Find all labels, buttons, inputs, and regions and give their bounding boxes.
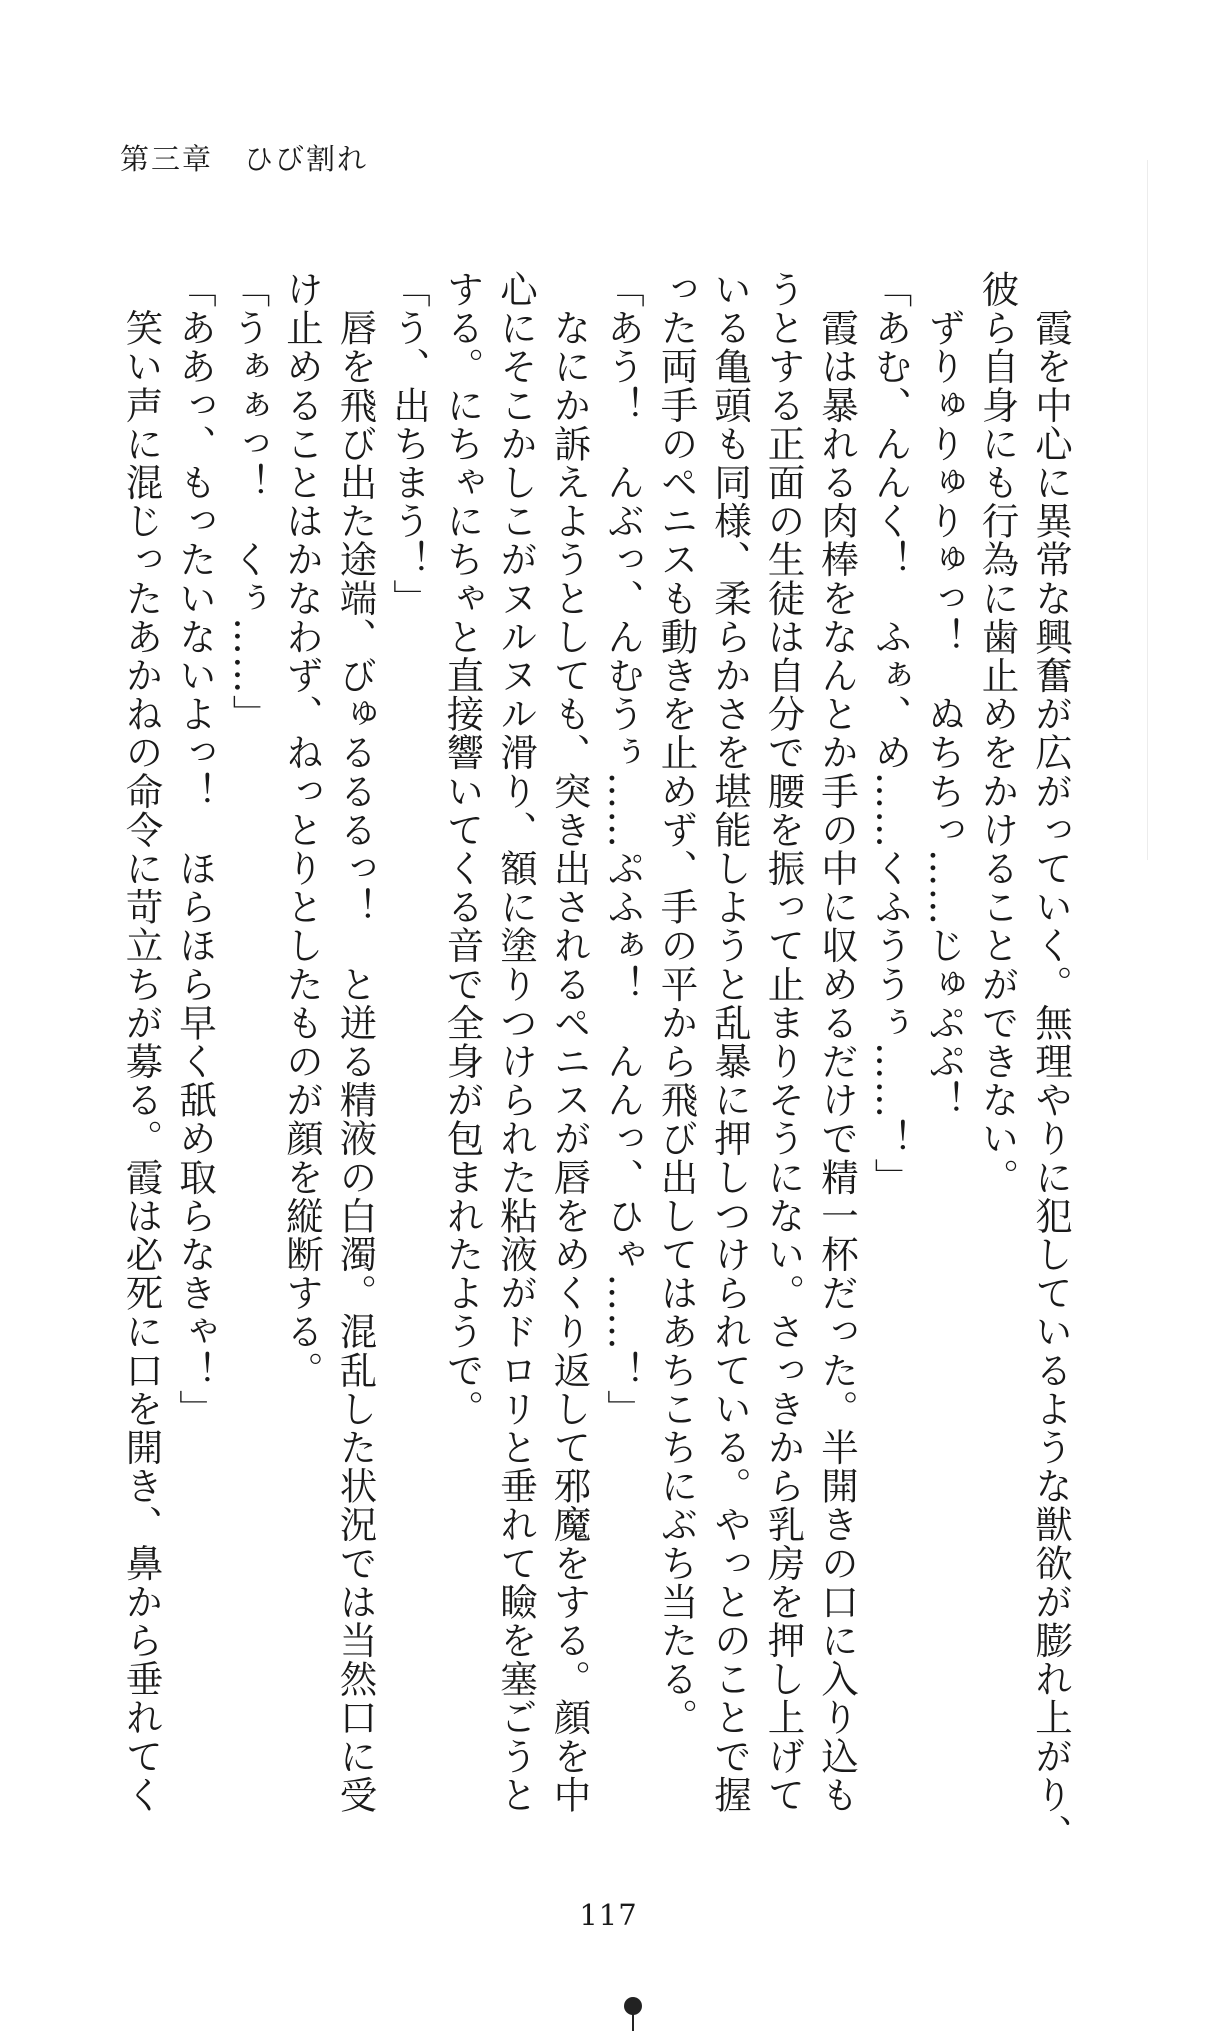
text-line: うとする正面の生徒は自分で腰を振って止まりそうにない。さっきから乳房を押し上げて — [761, 270, 806, 1814]
text-line: 心にそこかしこがヌルヌル滑り、額に塗りつけられた粘液がドロリと垂れて瞼を塞ごうと — [494, 270, 538, 1814]
margin-rule — [1147, 160, 1148, 860]
text-line: 「う、出ちまう！」 — [387, 270, 431, 618]
text-line: 笑い声に混じったあかねの命令に苛立ちが募る。霞は必死に口を開き、鼻から垂れてく — [119, 270, 164, 1814]
chapter-header: 第三章 ひび割れ — [120, 142, 369, 176]
page-number: 117 — [579, 1898, 638, 1932]
text-line: する。にちゃにちゃと直接響いてくる音で全身が包まれたようで。 — [440, 270, 485, 1428]
text-line: 「あむ、んんく！ ふぁ、め……くふううぅ……！」 — [868, 270, 913, 1197]
text-line: 唇を飛び出た途端、びゅるるるっ！ と迸る精液の白濁。混乱した状況では当然口に受 — [333, 270, 378, 1814]
text-line: なにか訴えようとしても、突き出されるペニスが唇をめくり返して邪魔をする。顔を中 — [547, 270, 592, 1814]
text-line: 霞は暴れる肉棒をなんとか手の中に収めるだけで精一杯だった。半開きの口に入り込も — [815, 270, 859, 1814]
text-line: け止めることはかなわず、ねっとりとしたものが顔を縦断する。 — [280, 270, 324, 1390]
text-line: 「あう！ んぶっ、んむうぅ……ぷふぁ！ んんっ、ひゃ……！」 — [601, 270, 645, 1428]
text-line: 「うぁぁっ！ くぅ……」 — [226, 270, 271, 734]
text-line: 彼ら自身にも行為に歯止めをかけることができない。 — [975, 270, 1020, 1197]
text-line: 「ああっ、もったいないよっ！ ほらほら早く舐め取らなきゃ！」 — [173, 270, 217, 1428]
page-marker-stem — [632, 2013, 634, 2031]
text-line: いる亀頭も同様、柔らかさを堪能しようと乱暴に押しつけられている。やっとのことで握 — [708, 270, 752, 1814]
text-line: った両手のペニスも動きを止めず、手の平から飛び出してはあちこちにぶち当たる。 — [654, 270, 699, 1737]
text-line: 霞を中心に異常な興奮が広がっていく。無理やりに犯しているような獣欲が膨れ上がり、 — [1029, 270, 1073, 1853]
text-line: ずりゅりゅりゅっ！ ぬちちっ……じゅぷぷ！ — [922, 270, 966, 1120]
vertical-body-text — [77, 270, 1077, 1853]
